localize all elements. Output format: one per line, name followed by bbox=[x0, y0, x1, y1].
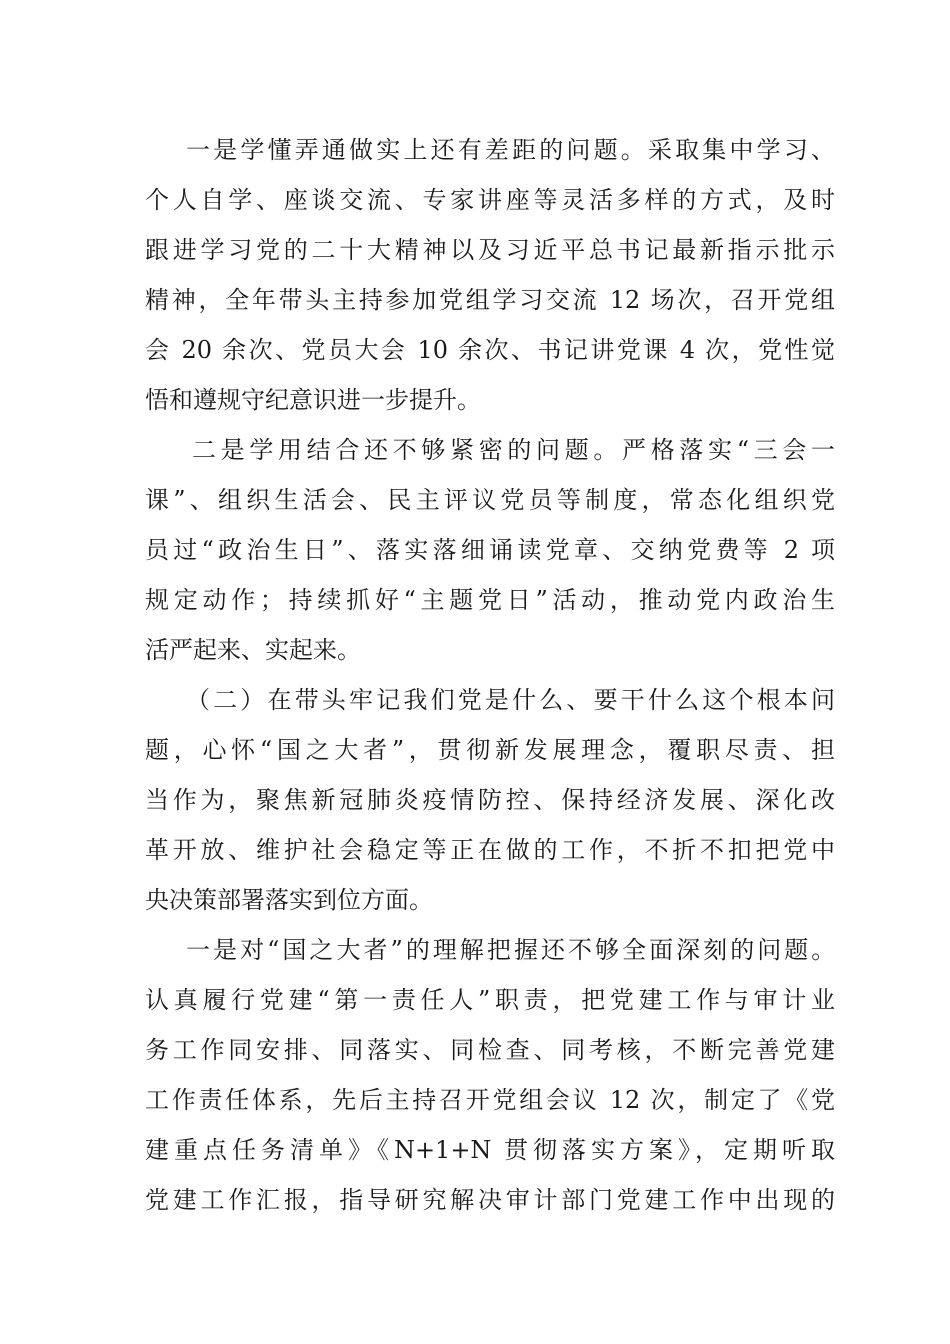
paragraph-line: 员过“政治生日”、落实落细诵读党章、交纳党费等 2 项 bbox=[145, 536, 835, 564]
paragraph-line: 当作为，聚焦新冠肺炎疫情防控、保持经济发展、深化改 bbox=[145, 786, 835, 814]
paragraph-line: 题，心怀“国之大者”，贯彻新发展理念，覆职尽责、担 bbox=[145, 736, 835, 764]
paragraph-line: 规定动作；持续抓好“主题党日”活动，推动党内政治生 bbox=[145, 586, 835, 614]
paragraph-line: 跟进学习党的二十大精神以及习近平总书记最新指示批示 bbox=[145, 236, 835, 264]
paragraph-line: 一是对“国之大者”的理解把握还不够全面深刻的问题。 bbox=[186, 936, 835, 964]
paragraph-line: 建重点任务清单》《N+1+N 贯彻落实方案》，定期听取 bbox=[145, 1136, 835, 1164]
section-heading-line: （二）在带头牢记我们党是什么、要干什么这个根本问 bbox=[186, 686, 835, 714]
paragraph-line: 央决策部署落实到位方面。 bbox=[145, 886, 433, 914]
paragraph-line: 二是学用结合还不够紧密的问题。严格落实“三会一 bbox=[192, 436, 835, 464]
paragraph-line: 工作责任体系，先后主持召开党组会议 12 次，制定了《党 bbox=[145, 1086, 835, 1114]
paragraph-line: 会 20 余次、党员大会 10 余次、书记讲党课 4 次，党性觉 bbox=[145, 336, 835, 364]
paragraph-line: 一是学懂弄通做实上还有差距的问题。采取集中学习、 bbox=[186, 136, 835, 164]
paragraph-line: 精神，全年带头主持参加党组学习交流 12 场次，召开党组 bbox=[145, 286, 835, 314]
paragraph-line: 个人自学、座谈交流、专家讲座等灵活多样的方式，及时 bbox=[145, 186, 835, 214]
paragraph-line: 课”、组织生活会、民主评议党员等制度，常态化组织党 bbox=[145, 486, 835, 514]
paragraph-line: 悟和遵规守纪意识进一步提升。 bbox=[145, 386, 481, 414]
paragraph-line: 革开放、维护社会稳定等正在做的工作，不折不扣把党中 bbox=[145, 836, 835, 864]
paragraph-line: 务工作同安排、同落实、同检查、同考核，不断完善党建 bbox=[145, 1036, 835, 1064]
paragraph-line: 认真履行党建“第一责任人”职责，把党建工作与审计业 bbox=[145, 986, 835, 1014]
paragraph-line: 党建工作汇报，指导研究解决审计部门党建工作中出现的 bbox=[145, 1186, 835, 1214]
paragraph-line: 活严起来、实起来。 bbox=[145, 636, 361, 664]
